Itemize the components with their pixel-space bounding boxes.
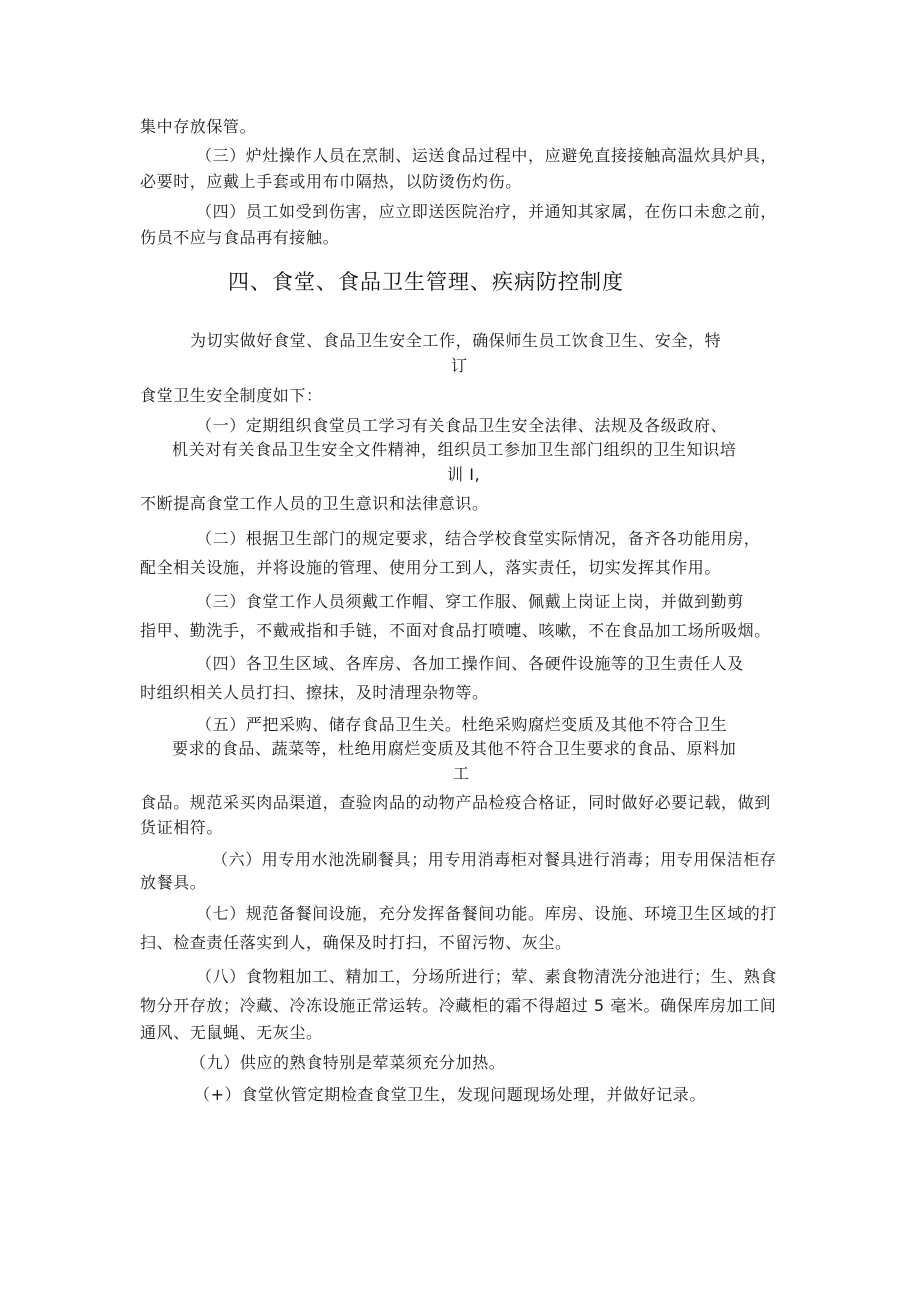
text-line: 时组织相关人员打扫、擦抹，及时清理杂物等。: [140, 683, 489, 702]
text-line: 集中存放保管。: [140, 117, 257, 136]
text-line: （四）员工如受到伤害，应立即送医院治疗，并通知其家属，在伤口未愈之前，: [196, 202, 778, 221]
text-line: （七）规范备餐间设施，充分发挥备餐间功能。库房、设施、环境卫生区域的打: [196, 904, 778, 923]
text-line: 伤员不应与食品再有接触。: [140, 228, 340, 247]
text-line: 扫、检查责任落实到人，确保及时打扫，不留污物、灰尘。: [140, 933, 572, 952]
text-line: （二）根据卫生部门的规定要求，结合学校食堂实际情况，备齐各功能用房，: [196, 529, 761, 548]
text-line: 要求的食品、蔬菜等，杜绝用腐烂变质及其他不符合卫生要求的食品、原料加: [172, 739, 737, 758]
text-line: 工: [453, 764, 470, 783]
text-line: 训 I,: [447, 465, 481, 484]
text-line: （三）食堂工作人员须戴工作帽、穿工作服、佩戴上岗证上岗，并做到勤剪: [196, 592, 744, 611]
text-line: 为切实做好食堂、食品卫生安全工作，确保师生员工饮食卫生、安全，特: [190, 331, 722, 350]
text-line: （九）供应的熟食特别是荤菜须充分加热。: [190, 1053, 506, 1072]
text-line: 指甲、勤洗手，不戴戒指和手链，不面对食品打喷嚏、咳嗽，不在食品加工场所吸烟。: [140, 621, 771, 640]
text-line: （四）各卫生区域、各库房、各加工操作间、各硬件设施等的卫生责任人及: [196, 654, 744, 673]
text-line: 物分开存放；冷藏、冷冻设施正常运转。冷藏柜的霜不得超过 5 毫米。确保库房加工间: [140, 996, 777, 1015]
text-line: （五）严把采购、储存食品卫生关。杜绝采购腐烂变质及其他不符合卫生: [196, 715, 728, 734]
text-line: （一）定期组织食堂员工学习有关食品卫生安全法律、法规及各级政府、: [196, 416, 728, 435]
text-line: （+）食堂伙管定期检查食堂卫生，发现问题现场处理，并做好记录。: [194, 1085, 707, 1104]
text-line: （八）食物粗加工、精加工，分场所进行；荤、素食物清洗分池进行；生、熟食: [196, 967, 778, 986]
text-line: （六）用专用水池洗刷餐具；用专用消毒柜对餐具进行消毒；用专用保洁柜存: [212, 850, 777, 869]
text-line: （三）炉灶操作人员在烹制、运送食品过程中，应避免直接接触高温炊具炉具，: [196, 146, 778, 165]
text-line: 食品。规范采买肉品渠道，查验肉品的动物产品检疫合格证，同时做好必要记载，做到: [140, 793, 771, 812]
text-line: 配全相关设施，并将设施的管理、使用分工到人，落实责任，切实发挥其作用。: [140, 558, 722, 577]
text-line: 不断提高食堂工作人员的卫生意识和法律意识。: [140, 494, 489, 513]
section-title: 四、食堂、食品卫生管理、疾病防控制度: [228, 270, 624, 294]
text-line: 通风、无鼠蝇、无灰尘。: [140, 1023, 323, 1042]
text-line: 货证相符。: [140, 818, 224, 837]
text-line: 订: [451, 356, 468, 375]
text-line: 食堂卫生安全制度如下：: [140, 386, 323, 405]
text-line: 必要时，应戴上手套或用布巾隔热，以防烫伤灼伤。: [140, 172, 522, 191]
text-line: 放餐具。: [140, 873, 207, 892]
text-line: 机关对有关食品卫生安全文件精神，组织员工参加卫生部门组织的卫生知识培: [172, 440, 737, 459]
